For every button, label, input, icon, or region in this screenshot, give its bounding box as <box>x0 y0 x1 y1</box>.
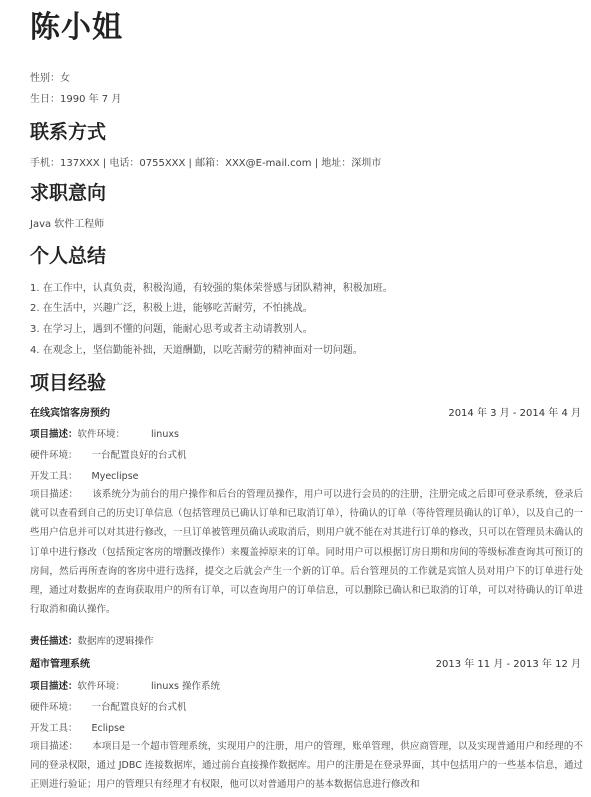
hardware-row <box>30 447 187 461</box>
projects-heading: 项目经验 <box>30 372 107 394</box>
project-description <box>30 485 583 619</box>
tools-label: 开发工具： <box>30 471 78 482</box>
project-desc-label: 项目描述： <box>30 429 78 440</box>
tools-value: Myeclipse <box>91 471 139 482</box>
project-description-text: 该系统分为前台的用户操作和后台的管理员操作，用户可以进行会员的的注册，注册完成之后即可登录系统，登录后就可以查看到自己的历史订单信息（包括管理员已确认订单和已取消订单），待确认的订单（等待管理员确认的订单），以及自己的一些用户信息并可以对其进行修改，一旦订单被管理员确认或取消后，则用户就不能在对其进行订单的修改，只可以在管理员未确认的订单中进行修改（包括预定客房的增删改操作）来覆盖掉原来的订单。同时用户可以根据订房日期和房间的等级标准查询其可预订的房间，然后再所查询的客房中进行选择，提交之后就会产生一个新的订单。后台管理员的工作就是宾馆人员对用户下的订单进行处理，通过对数据库的查询获取用户的所有订单，可以查询用户的订单信息，可以删除已确认和已取消的订单，可以对待确认的订单进行取消和确认操作。 <box>30 489 583 616</box>
summary-item: 4. 在观念上，坚信勤能补拙，天道酬勤，以吃苦耐劳的精神面对一切问题。 <box>30 345 363 356</box>
project-env-row <box>30 426 179 440</box>
project-desc-label: 项目描述： <box>30 681 78 692</box>
tools-row <box>30 720 125 734</box>
tools-row <box>30 468 139 482</box>
hardware-label: 硬件环境： <box>30 702 78 713</box>
software-label: 软件环境： <box>77 681 126 692</box>
tools-value: Eclipse <box>91 723 125 734</box>
software-value: linuxs 操作系统 <box>151 681 220 692</box>
project-env-row <box>30 678 220 692</box>
duty-label: 责任描述： <box>30 636 78 647</box>
intent-heading: 求职意向 <box>30 182 107 204</box>
hardware-value: 一台配置良好的台式机 <box>91 702 187 713</box>
project-title: 超市管理系统 <box>30 659 90 670</box>
candidate-name: 陈小姐 <box>30 10 123 45</box>
project-description <box>30 737 583 795</box>
project-title: 在线宾馆客房预约 <box>30 408 110 419</box>
tools-label: 开发工具： <box>30 723 78 734</box>
duty-row <box>30 633 154 647</box>
hardware-row <box>30 699 187 713</box>
project-description-label: 项目描述： <box>30 741 79 752</box>
project-date: 2013 年 11 月 - 2013 年 12 月 <box>435 659 581 670</box>
contact-heading: 联系方式 <box>30 121 107 143</box>
software-label: 软件环境： <box>77 429 126 440</box>
summary-item: 3. 在学习上，遇到不懂的问题，能耐心思考或者主动请教别人。 <box>30 324 313 335</box>
duty-value: 数据库的逻辑操作 <box>77 636 154 647</box>
hardware-label: 硬件环境： <box>30 450 78 461</box>
project-date: 2014 年 3 月 - 2014 年 4 月 <box>448 408 581 419</box>
software-value: linuxs <box>151 429 179 440</box>
gender-line: 性别：女 <box>30 73 70 84</box>
summary-item: 2. 在生活中，兴趣广泛，积极上进，能够吃苦耐劳，不怕挑战。 <box>30 303 313 314</box>
project-description-label: 项目描述： <box>30 489 79 500</box>
project-description-text: 本项目是一个超市管理系统，实现用户的注册，用户的管理，账单管理，供应商管理，以及实现普通用户和经理的不同的登录权限，通过 JDBC 连接数据库，通过前台直接操作数据库。用户的注册是在登录界面，其中包括用户的一些基本信息，通过正则进行验证；用户的管理只有经理才有权限，他可以对普通用户的基本数据信息进行修改和 <box>30 741 583 791</box>
intent-line: Java 软件工程师 <box>30 219 105 230</box>
contact-line: 手机：137XXX | 电话：0755XXX | 邮箱：XXX@E-mail.com | 地址：深圳市 <box>30 158 382 169</box>
birthday-line: 生日：1990 年 7 月 <box>30 94 122 105</box>
summary-item: 1. 在工作中，认真负责，积极沟通，有较强的集体荣誉感与团队精神，积极加班。 <box>30 283 393 294</box>
hardware-value: 一台配置良好的台式机 <box>91 450 187 461</box>
summary-heading: 个人总结 <box>30 245 107 267</box>
